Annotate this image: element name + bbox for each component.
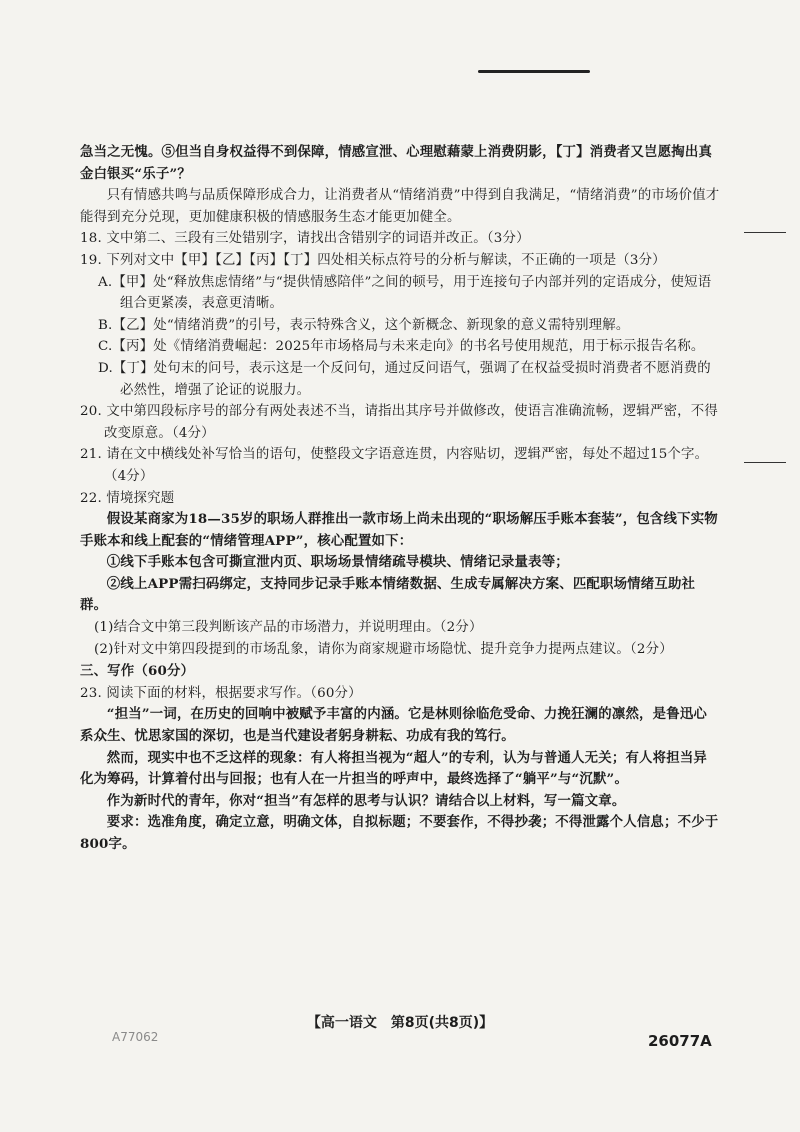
page-footer: 【高一语文 第8页(共8页)】	[306, 1015, 494, 1031]
top-text-2: 只有情感共鸣与品质保障形成合力，让消费者从“情绪消费”中得到自我满足，“情绪消费”的市场价值才能得到充分兑现，更加健康积极的情感服务生态才能更加健全。	[80, 188, 720, 225]
scan-mark	[478, 70, 590, 73]
question-20: 20. 文中第四段标序号的部分有两处表述不当，请指出其序号并做修改，使语言准确流畅，逻辑严密，不得改变原意。（4分）	[80, 404, 718, 441]
question-23-requirement: 要求：选准角度，确定立意，明确文体，自拟标题；不要套作，不得抄袭；不得泄露个人信息；不少于800字。	[80, 814, 719, 852]
question-22-scenario: 假设某商家为18—35岁的职场人群推出一款市场上尚未出现的“职场解压手账本套装”，包含线下实物手账本和线上配套的“情绪管理APP”，核心配置如下：	[80, 511, 718, 549]
question-18: 18. 文中第二、三段有三处错别字，请找出含错别字的词语并改正。（3分）	[80, 231, 530, 247]
exam-page	[80, 142, 720, 856]
question-22-sub-1: (1)结合文中第三段判断该产品的市场潜力，并说明理由。（2分）	[94, 620, 483, 636]
question-22-config-1: ①线下手账本包含可撕宣泄内页、职场场景情绪疏导模块、情绪记录量表等；	[106, 554, 569, 571]
question-21: 21. 请在文中横线处补写恰当的语句，使整段文字语意连贯，内容贴切，逻辑严密，每处不超过15个字。（4分）	[80, 447, 709, 484]
question-22-sub-2: (2)针对文中第四段提到的市场乱象，请你为商家规避市场隐忧、提升竞争力提两点建议。（2分）	[94, 641, 673, 657]
question-19-option-b: B.【乙】处“情绪消费”的引号，表示特殊含义，这个新概念、新现象的意义需特别理解。	[98, 317, 630, 333]
edge-line	[744, 462, 786, 463]
question-22-config-2: ②线上APP需扫码绑定，支持同步记录手账本情绪数据、生成专属解决方案、匹配职场情绪互助社群。	[80, 575, 696, 614]
question-22-title: 22. 情境探究题	[80, 490, 175, 506]
faint-code: A77062	[112, 1030, 159, 1044]
question-19-option-d: D.【丁】处句末的问号，表示这是一个反问句，通过反问语气，强调了在权益受损时消费者不愿消费的必然性，增强了论证的说服力。	[98, 360, 711, 398]
question-19-option-c: C.【丙】处《情绪消费崛起：2025年市场格局与未来走向》的书名号使用规范，用于标示报告名称。	[98, 339, 705, 355]
question-23-stem: 23. 阅读下面的材料，根据要求写作。（60分）	[80, 685, 362, 701]
top-text-1: 急当之无愧。⑤但当自身权益得不到保障，情感宣泄、心理慰藉蒙上消费阴影，【丁】消费者又岂愿掏出真金白银买“乐子”？	[80, 144, 713, 182]
section-writing-heading: 三、写作（60分）	[80, 663, 195, 680]
question-23-prompt: 作为新时代的青年，你对“担当”有怎样的思考与认识？请结合以上材料，写一篇文章。	[106, 792, 626, 809]
paper-code: 26077A	[648, 1032, 712, 1050]
question-23-material-1: “担当”一词，在历史的回响中被赋予丰富的内涵。它是林则徐临危受命、力挽狂澜的凛然，是鲁迅心系众生、忧思家国的深切，也是当代建设者躬身耕耘、功成有我的笃行。	[80, 706, 707, 745]
question-19-stem: 19. 下列对文中【甲】【乙】【丙】【丁】四处相关标点符号的分析与解读，不正确的一项是（3分）	[80, 252, 666, 268]
edge-line	[744, 232, 786, 233]
question-23-material-2: 然而，现实中也不乏这样的现象：有人将担当视为“超人”的专利，认为与普通人无关；有人将担当异化为筹码，计算着付出与回报；也有人在一片担当的呼声中，最终选择了“躺平”与“沉默”。	[80, 749, 707, 788]
question-19-option-a: A.【甲】处“释放焦虑情绪”与“提供情感陪伴”之间的顿号，用于连接句子内部并列的定语成分，使短语组合更紧凑，表意更清晰。	[98, 274, 712, 312]
